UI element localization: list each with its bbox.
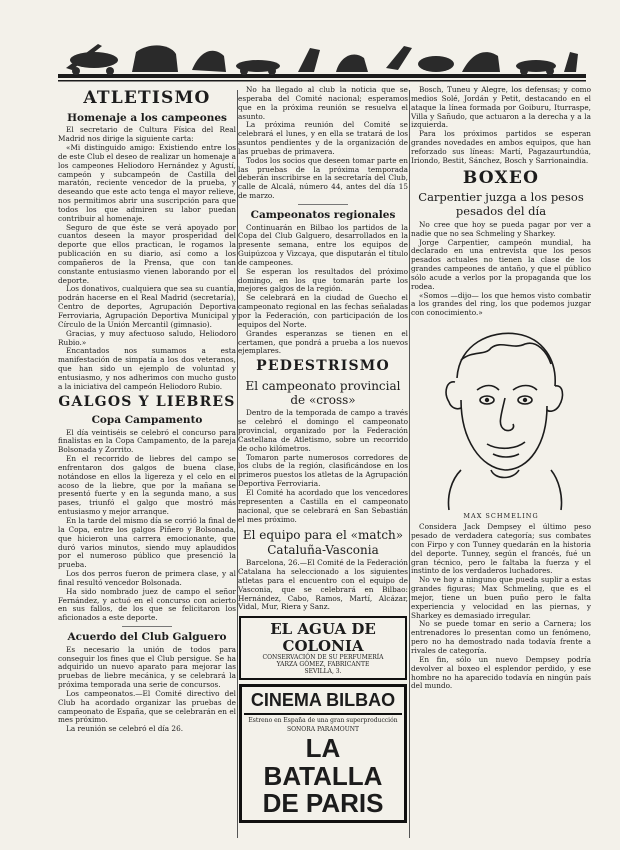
paragraph: Tomaron parte numerosos corredores de los clubs de la región, clasificándose en los primeros puestos los atletas de la Agrupación Deportiva Ferroviaria.: [238, 452, 408, 489]
paragraph: No cree que hoy se pueda pagar por ver a nadie que no sea Schmeling y Sharkey.: [411, 219, 591, 238]
paragraph: «Somos —dijo— los que hemos visto combatir a los grandes del ring, los que podemos juzgar con conocimiento.»: [411, 290, 591, 318]
column-divider: [409, 90, 410, 838]
paragraph: Jorge Carpentier, campeón mundial, ha declarado en una entrevista que los pesos pesados actuales no tienen la clase de los grandes campeones de antaño, y que el público sólo acude a verlos por la propaganda que los rodea.: [411, 237, 591, 291]
paragraph: Grandes esperanzas se tienen en el certamen, que pondrá a prueba a los nuevos ejemplares.: [238, 328, 408, 356]
paragraph: Los campeonatos.—El Comité directivo del Club ha acordado organizar las pruebas de campeonato de España, que se celebrarán en el mes próximo.: [58, 688, 236, 725]
paragraph: En el recorrido de liebres del campo se enfrentaron dos galgos de buena clase, notándose en ellos la ligereza y el celo en el acoso de la liebre, que por la mañana se presentó fuerte y en la segunda mano, a sus pases, triunfó el galgo que mostró más entusiasmo y mejor arranque.: [58, 454, 236, 517]
paragraph: Todos los socios que deseen tomar parte en las pruebas de la próxima temporada deberán inscribirse en la secretaría del Club, calle de Alcalá, número 44, antes del día 15 de marzo.: [238, 155, 408, 201]
ad-line: CONSERVACIÓN DE SU PERFUMERÍA: [262, 654, 384, 662]
paragraph: Dentro de la temporada de campo a través se celebró el domingo el campeonato provincial, organizado por la Federación Castellana de Atletismo, sobre un recorrido de ocho kilómetros.: [238, 408, 408, 453]
boxer-caricature-illustration: [421, 320, 581, 512]
paragraph: Bosch, Tuneu y Alegre, los defensas; y como medios Solé, Jordán y Petit, destacando en el ataque la línea formada por Goiburu, Iturraspe, Villa y Sañudo, que actuaron a la derecha y a la izquierda.: [411, 86, 591, 130]
advertisement-agua-de-colonia: [239, 616, 407, 680]
paragraph: No ha llegado al club la noticia que se esperaba del Comité nacional; esperamos que en la próxima reunión se resuelva el asunto.: [238, 86, 408, 121]
paragraph: Se esperan los resultados del próximo domingo, en los que tomarán parte los mejores galgos de la región.: [238, 266, 408, 294]
paragraph: El día veintiséis se celebró el concurso para finalistas en la Copa Campamento, de la pareja Bolsonada y Zorrito.: [58, 427, 236, 455]
paragraph: «Mi distinguido amigo: Existiendo entre los de este Club el deseo de realizar un homenaje a los campeones Heliodoro Hernández y Agustí, campeón y subcampeón de Castilla del maratón, reciente vencedor de la prueba, y deseando que este acto tenga el mayor relieve, nos permitimos abrir una suscripción para que todos los que admiren su labor puedan contribuir al homenaje.: [58, 142, 236, 223]
column-middle: [238, 86, 408, 842]
paragraph: La reunión se celebró el día 26.: [66, 724, 184, 734]
subheading-regionales: Campeonatos regionales: [250, 208, 396, 221]
ad-film-title: DE PARIS: [262, 787, 384, 818]
ad-title: CINEMA BILBAO: [244, 690, 402, 715]
paragraph: No se puede tomar en serio a Carnera; los entrenadores lo presentan como un fenómeno, pero no ha demostrado nada todavía frente a rivales de categoría.: [411, 619, 591, 655]
column-left: [58, 86, 236, 842]
ad-line: SONORA PARAMOUNT: [287, 726, 359, 734]
subheading-homenaje: Homenaje a los campeones: [67, 111, 227, 124]
paragraph: Considera Jack Dempsey el último peso pesado de verdadera categoría; sus combates con Firpo y con Tunney quedarán en la historia del deporte. Tunney, según el francés, fué un gran técnico, pero le faltaba la fuerza y el instinto de los verdaderos luchadores.: [411, 522, 591, 576]
section-heading-galgos: GALGOS Y LIEBRES: [58, 393, 236, 410]
paragraph: Para los próximos partidos se esperan grandes novedades en ambos equipos, que han reforzado sus líneas: Martí, Pagazaurtundúa, Iriondo, Bestit, Sánchez, Bosch y Sarrionaindia.: [411, 129, 591, 165]
section-heading-atletismo: ATLETISMO: [83, 88, 211, 108]
subheading-copa: Copa Campamento: [91, 413, 203, 426]
paragraph: En la tarde del mismo día se corrió la final de la Copa, entre los galgos Piñero y Bolsonada, que hicieron una carrera emocionante, que duró varios minutos, siendo muy aplaudidos por el numeroso público que presenció la prueba.: [58, 516, 236, 570]
paragraph: En fin, sólo un nuevo Dempsey podría devolver al boxeo el esplendor perdido, y ese hombre no ha aparecido todavía en ningún país del mundo.: [411, 654, 591, 691]
paragraph: Gracias, y muy afectuoso saludo, Heliodoro Rubio.»: [58, 328, 236, 347]
section-heading-pedestrismo: PEDESTRISMO: [256, 358, 390, 375]
paragraph: El secretario de Cultura Física del Real Madrid nos dirige la siguiente carta:: [58, 125, 236, 144]
paragraph: Encantados nos sumamos a esta manifestación de simpatía a los dos veteranos, que han sido un ejemplo de voluntad y entusiasmo, y nos adherimos con mucho gusto a la iniciativa del campeón Heliodoro Rubio.: [58, 346, 236, 391]
subheading-carpentier: Carpentier juzga a los pesos pesados del día: [418, 190, 584, 219]
subheading-cross: El campeonato provincial de «cross»: [245, 378, 401, 407]
column-right: [411, 86, 591, 842]
separator: [298, 204, 348, 205]
paragraph: Los donativos, cualquiera que sea su cuantía, podrán hacerse en el Real Madrid (secretaría), Centro de deportes, Agrupación Deportiva Ferroviaria, Agrupación Deportiva Municipal y Círculo de la Unión Mercantil (gimnasio).: [58, 284, 236, 329]
advertisement-cinema-bilbao: [239, 684, 407, 823]
paragraph: Es necesario la unión de todos para conseguir los fines que el Club persigue. Se ha adquirido un nuevo aparato para mejorar las pruebas de liebre mecánica, y se celebrará la próxima temporada una serie de concursos.: [58, 644, 236, 690]
paragraph: Barcelona, 26.—El Comité de la Federación Catalana ha seleccionado a los siguientes atletas para el encuentro con el equipo de Vasconia, que se celebrará en Bilbao: Hernández, Cabo, Ramos, Martí, Alcázar, Vidal, Mur, Riera y Sanz.: [238, 558, 408, 612]
paragraph: Ha sido nombrado juez de campo el señor Fernández, y actuó en el concurso con acierto en sus fallos, de los que se felicitaron los aficionados a este deporte.: [58, 586, 236, 623]
paragraph: Continuarán en Bilbao los partidos de la Copa del Club Galguero, desarrollados en la presente semana, entre los equipos de Guipúzcoa y Vizcaya, que disputarán el título de campeones.: [238, 222, 408, 267]
paragraph: Los dos perros fueron de primera clase, y al final resultó vencedor Bolsonada.: [58, 569, 236, 587]
subheading-acuerdo: Acuerdo del Club Galguero: [67, 631, 227, 644]
section-heading-boxeo: BOXEO: [462, 167, 540, 188]
paragraph: Seguro de que éste se verá apoyado por cuantos deseen la mayor prosperidad del deporte que ellos practican, le rogamos la publicación en su diario, así como a los compañeros de la Prensa, que con tan constante entusiasmo vienen laborando por el deporte.: [58, 222, 236, 285]
paragraph: No ve hoy a ninguno que pueda suplir a estas grandes figuras; Max Schmeling, que es el mejor, tiene un buen puño pero le falta experiencia y velocidad en las piernas, y Sharkey es demasiado irregular.: [411, 575, 591, 620]
subheading-equipo: El equipo para el «match» Cataluña-Vasconia: [242, 528, 404, 557]
ad-line: YARZA GÓMEZ, FABRICANTE: [276, 661, 370, 669]
ad-line: Estreno en España de una gran superproducción: [248, 717, 398, 725]
paragraph: La próxima reunión del Comité se celebrará el lunes, y en ella se tratará de los asuntos pendientes y de la organización de las pruebas de primavera.: [238, 120, 408, 156]
sports-banner-illustration: [58, 38, 586, 88]
ad-line: SEVILLA, 3.: [304, 668, 342, 676]
ad-film-title: LA BATALLA: [263, 733, 383, 791]
separator: [122, 626, 172, 627]
illustration-caption: MAX SCHMELING: [463, 512, 539, 521]
paragraph: Se celebrará en la ciudad de Guecho el campeonato regional en las fechas señaladas por la Federación, con participación de los equipos del Norte.: [238, 293, 408, 329]
paragraph: El Comité ha acordado que los vencedores representen a Castilla en el campeonato nacional, que se celebrará en San Sebastián el mes próximo.: [238, 487, 408, 524]
ad-title: EL AGUA DE COLONIA: [270, 620, 376, 655]
